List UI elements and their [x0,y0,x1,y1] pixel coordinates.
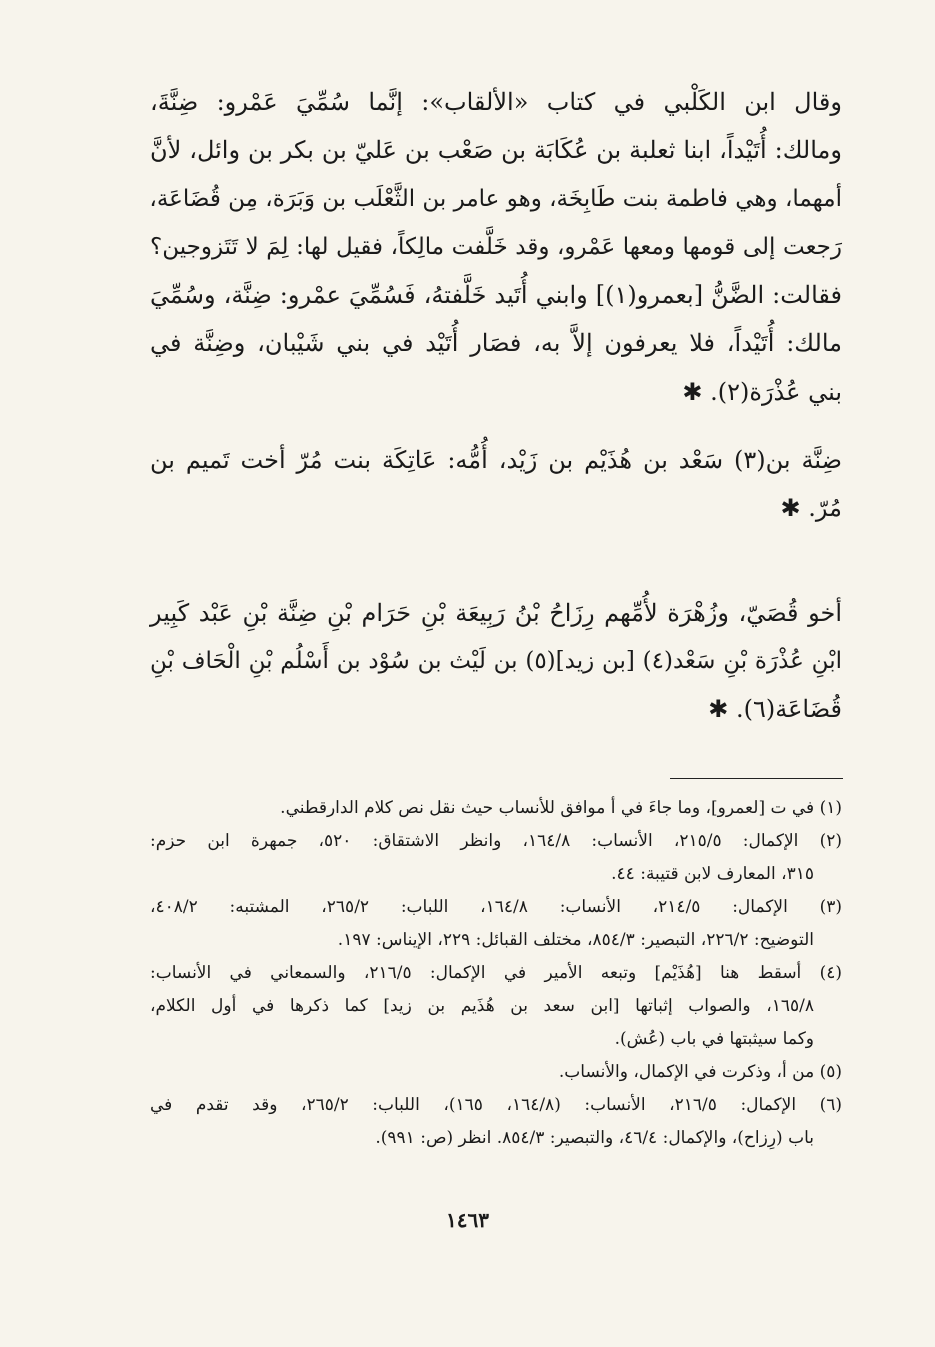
footnote-line: ١٦٥/٨، والصواب إثباتها [ابن سعد بن هُذَيم بن زيد] كما ذكرها في أول الكلام، [150,996,814,1016]
text-line: أخو قُصَيّ، وزُهْرَة لأُمِّهم رِزَاحُ بْنُ رَبِيعَة بْنِ حَرَام بْنِ ضِنَّة بْنِ عَبْد كَبِير [150,598,842,627]
main-text [150,78,842,734]
separator-rule [670,778,843,779]
footnote-line: (٥) من أ، وذكرت في الإكمال، والأنساب. [558,1062,842,1082]
footnote [150,1056,842,1089]
footnote [150,891,842,957]
footnotes [150,792,842,1155]
footnote-line: وكما سيثبتها في باب (عُش). [614,1029,814,1049]
text-line: رَجعت إلى قومها ومعها عَمْرو، وقد خَلَّفت مالِكاً، فقيل لها: لِمَ لا تَتَزوجين؟ [150,233,842,260]
footnote-line: ٣١٥، المعارف لابن قتيبة: ٤٤. [611,864,814,884]
entry-paragraph [150,78,842,416]
text-line: مالك: أُتَيْداً، فلا يعرفون إلاَّ به، فصَار أُتَيْد في بني شَيْبان، وضِنَّة في [150,329,842,358]
footnote-line: (٦) الإكمال: ٢١٦/٥، الأنساب: (١٦٤/٨، ١٦٥)، اللباب: ٢٦٥/٢، وقد تقدم في [150,1095,843,1115]
text-line: ومالك: أُتَيْداً، ابنا ثعلبة بن عُكَابَة بن صَعْب بن عَليّ بن بكر بن وائل، لأنَّ [150,136,842,165]
text-line: فقالت: الضَّنُّ [بعمرو(١)] وابني أُتَيد خَلَّفتهُ، فَسُمِّيَ عمْرو: ضِنَّة، وسُمِّيَ [150,281,842,310]
text-line: بني عُذْرَة(٢). ✱ [682,377,842,406]
footnote [150,792,842,825]
footnote [150,1089,842,1155]
footnote [150,957,842,1056]
footnote-line: باب (رِزاح)، والإكمال: ٤٦/٤، والتبصير: ٨٥٤/٣. انظر (ص: ٩٩١). [375,1128,814,1148]
text-line: أمهما، وهي فاطمة بنت طَابِخَة، وهو عامر بن الثَّعْلَب بن وَبَرَة، مِن قُضَاعَة، [149,185,842,212]
footnote-line: (٢) الإكمال: ٢١٥/٥، الأنساب: ١٦٤/٨، وانظر الاشتقاق: ٥٢٠، جمهرة ابن حزم: [150,831,842,851]
entry-paragraph [150,589,842,734]
text-line: مُرّ. ✱ [780,494,842,523]
text-line: ضِنَّة بن(٣) سَعْد بن هُذَيْم بن زَيْد، أُمُّه: عَاتِكَة بنت مُرّ أخت تَميم بن [150,446,842,475]
footnote-line: التوضيح: ٢٢٦/٢، التبصير: ٨٥٤/٣، مختلف القبائل: ٢٢٩، الإيناس: ١٩٧. [337,930,814,950]
text-line: ابْنِ عُذْرَة بْنِ سَعْد(٤) [بن زيد](٥) بن لَيْث بن سُوْد بن أَسْلُم بْنِ الْحَاف بْنِ [150,647,842,674]
entry-paragraph [150,436,842,533]
text-line: قُضَاعَة(٦). ✱ [708,695,842,724]
footnote-line: (٣) الإكمال: ٢١٤/٥، الأنساب: ١٦٤/٨، اللباب: ٢٦٥/٢، المشتبه: ٤٠٨/٢، [150,897,842,917]
page-number: ١٤٦٣ [446,1208,489,1232]
footnote-line: (١) في ت [لعمرو]، وما جاءَ في أ موافق للأنساب حيث نقل نص كلام الدارقطني. [280,798,842,818]
text-line: وقال ابن الكَلْبي في كتاب «الألقاب»: إنَّما سُمِّيَ عَمْرو: ضِنَّةَ، [150,88,842,116]
footnote-line: (٤) أسقط هنا [هُذَيْم] وتبعه الأمير في الإكمال: ٢١٦/٥، والسمعاني في الأنساب: [150,963,843,983]
footnote [150,825,842,891]
